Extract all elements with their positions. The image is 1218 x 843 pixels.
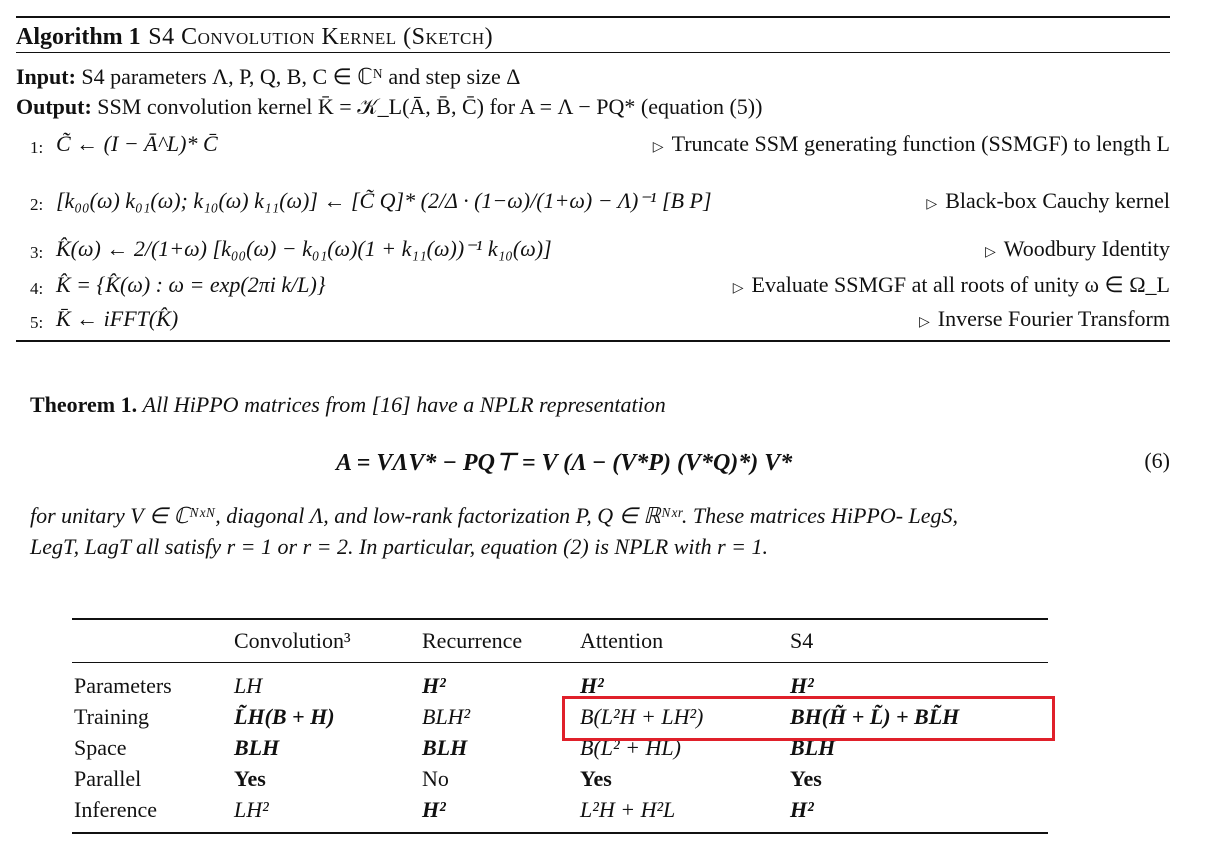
algorithm-line-expr: K̄ ← iFFT(K̂) (56, 306, 179, 331)
table-cell: H² (790, 797, 814, 822)
table-cell: Yes (790, 766, 822, 791)
algorithm-comment-text: Woodbury Identity (1003, 236, 1170, 261)
algorithm-comment-text: Truncate SSM generating function (SSMGF) to length L (671, 131, 1170, 156)
table-header-convolution: Convolution³ (234, 628, 351, 653)
table-cell: H² (422, 673, 446, 698)
table-cell: B(L²H + LH²) (580, 704, 704, 729)
algorithm-line-expr: K̂ = {K̂(ω) : ω = exp(2πi k/L)} (56, 272, 326, 297)
algorithm-line-comment: ▷ Black-box Cauchy kernel (926, 188, 1170, 213)
algorithm-comment-text: Inverse Fourier Transform (937, 306, 1170, 331)
table-row-label: Parallel (74, 766, 142, 791)
table-header-recurrence: Recurrence (422, 628, 523, 653)
algorithm-label: Algorithm 1 (16, 24, 141, 50)
algorithm-line-expr: C̃ ← (I − Ā^L)* C̄ (56, 131, 218, 156)
table-cell: LH (234, 673, 263, 698)
algorithm-line-expr: K̂(ω) ← 2/(1+ω) [k₀₀(ω) − k₀₁(ω)(1 + k₁₁(ω))⁻¹ k₁₀(ω)] (56, 236, 552, 261)
table-cell: L²H + H²L (580, 797, 676, 822)
table-cell: LH² (234, 797, 269, 822)
theorem-label: Theorem 1. (30, 392, 138, 417)
algorithm-line-number: 3: (30, 243, 44, 262)
table-cell: B(L² + HL) (580, 735, 681, 760)
algorithm-bottom-rule (16, 340, 1170, 342)
algorithm-line-number: 5: (30, 313, 44, 332)
highlight-box (562, 696, 1055, 741)
table-cell: BLH (790, 735, 836, 760)
table-header-s4: S4 (790, 628, 814, 653)
table-header-rule (72, 662, 1048, 663)
algorithm-output (16, 94, 762, 120)
algorithm-line-number: 4: (30, 279, 44, 298)
table-cell: BLH (422, 735, 468, 760)
table-row-label: Space (74, 735, 127, 760)
output-text: SSM convolution kernel K̄ = 𝒦_L(Ā, B̄, C̄) for A = Λ − PQ* (equation (5)) (97, 94, 763, 119)
theorem-paragraph-line: for unitary V ∈ ℂᴺˣᴺ, diagonal Λ, and low-rank factorization P, Q ∈ ℝᴺˣʳ. These matrices HiPPO- LegS, (30, 503, 959, 528)
table-row-label: Inference (74, 797, 158, 822)
table-header-attention: Attention (580, 628, 664, 653)
table-row-label: Parameters (74, 673, 172, 698)
input-label: Input: (16, 64, 76, 89)
theorem-text: All HiPPO matrices from [16] have a NPLR representation (142, 392, 666, 417)
algorithm-line-number: 2: (30, 195, 44, 214)
table-cell: H² (790, 673, 814, 698)
table-row-label: Training (74, 704, 149, 729)
input-text: S4 parameters Λ, P, Q, B, C ∈ ℂᴺ and step size Δ (81, 64, 521, 89)
table-cell: BLH² (422, 704, 471, 729)
theorem-paragraph-line: LegT, LagT all satisfy r = 1 or r = 2. In particular, equation (2) is NPLR with r = 1. (30, 534, 769, 559)
table-cell: BLH (234, 735, 280, 760)
algorithm-line-expr: [k₀₀(ω) k₀₁(ω); k₁₀(ω) k₁₁(ω)] ← [C̃ Q]* (2/Δ · (1−ω)/(1+ω) − Λ)⁻¹ [B P] (56, 188, 712, 213)
equation-number: (6) (1144, 448, 1170, 473)
table-cell: Yes (580, 766, 612, 791)
algorithm-top-rule (16, 16, 1170, 18)
algorithm-line-comment: ▷ Truncate SSM generating function (SSMGF) to length L (652, 131, 1170, 156)
algorithm-line-comment: ▷ Woodbury Identity (984, 236, 1170, 261)
table-bottom-rule (72, 832, 1048, 834)
table-cell: No (422, 766, 449, 791)
table-top-rule (72, 618, 1048, 620)
algorithm-title (16, 22, 493, 51)
table-cell: Yes (234, 766, 266, 791)
algorithm-line-comment: ▷ Evaluate SSMGF at all roots of unity ω ∈ Ω_L (732, 272, 1170, 297)
table-cell: H² (422, 797, 446, 822)
algorithm-comment-text: Black-box Cauchy kernel (945, 188, 1170, 213)
theorem-equation: A = VΛV* − PQ⊤ = V (Λ − (V*P) (V*Q)*) V* (336, 450, 793, 476)
algorithm-name: S4 Convolution Kernel (Sketch) (148, 24, 494, 50)
output-label: Output: (16, 94, 92, 119)
algorithm-line-comment: ▷ Inverse Fourier Transform (919, 306, 1170, 331)
table-cell: BH(H̃ + L̃) + BL̃H (790, 704, 960, 729)
table-cell: L̃H(B + H) (234, 704, 335, 729)
algorithm-comment-text: Evaluate SSMGF at all roots of unity ω ∈ Ω_L (751, 272, 1170, 297)
algorithm-title-rule (16, 52, 1170, 53)
algorithm-input (16, 64, 520, 90)
theorem-statement (30, 392, 666, 418)
algorithm-line-number: 1: (30, 138, 44, 157)
table-cell: H² (580, 673, 604, 698)
